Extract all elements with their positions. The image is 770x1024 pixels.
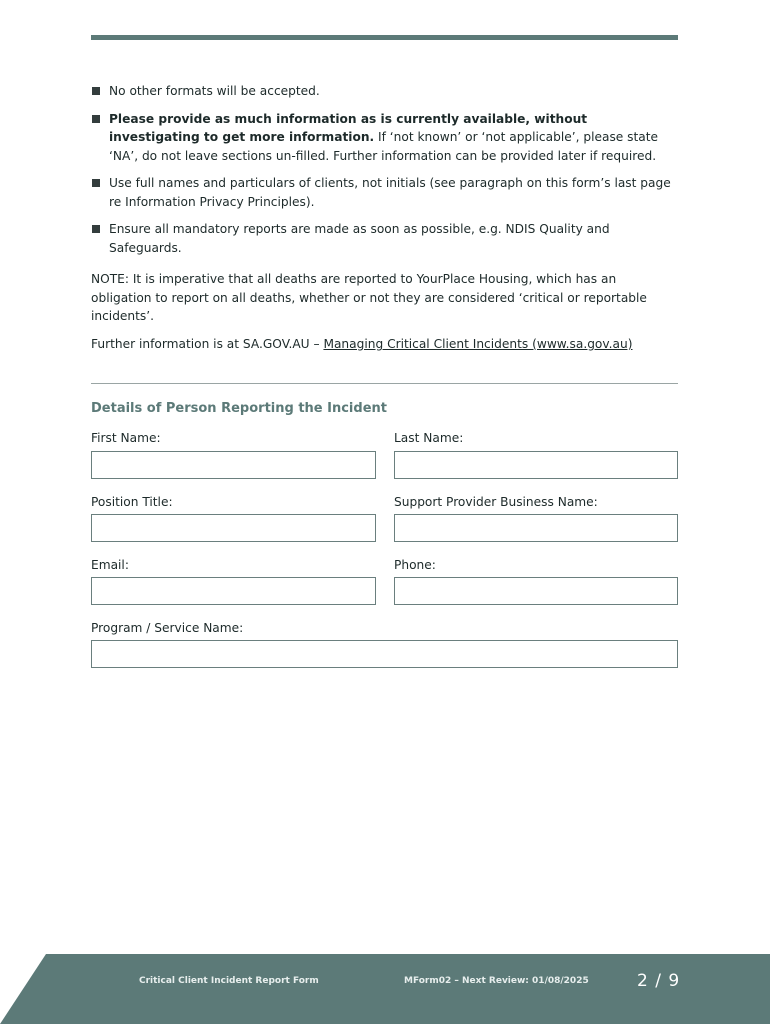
position-title-input[interactable] <box>91 514 376 542</box>
page-number: 2 / 9 <box>637 971 681 991</box>
program-input[interactable] <box>91 640 678 668</box>
support-provider-label: Support Provider Business Name: <box>394 495 598 509</box>
position-title-label: Position Title: <box>91 495 173 509</box>
email-label: Email: <box>91 558 129 572</box>
top-divider <box>91 35 678 40</box>
last-name-label: Last Name: <box>394 431 464 445</box>
footer-form-title: Critical Client Incident Report Form <box>139 976 319 986</box>
bullet-square-icon <box>92 115 100 123</box>
bullet-text: Use full names and particulars of clients, not initials (see paragraph on this form’s last page re Information Privacy Principles). <box>109 176 671 209</box>
bullet-square-icon <box>92 87 100 95</box>
support-provider-input[interactable] <box>394 514 678 542</box>
list-item <box>91 174 681 211</box>
list-item <box>91 82 681 101</box>
bullet-square-icon <box>92 225 100 233</box>
note-paragraph: NOTE: It is imperative that all deaths are reported to YourPlace Housing, which has an obligation to report on all deaths, whether or not they are considered ‘critical or reportable incidents’. <box>91 272 647 323</box>
further-info <box>91 335 691 354</box>
bullet-square-icon <box>92 179 100 187</box>
email-input[interactable] <box>91 577 376 605</box>
list-item <box>91 110 681 166</box>
footer-form-code: MForm02 – Next Review: 01/08/2025 <box>404 976 589 986</box>
first-name-label: First Name: <box>91 431 161 445</box>
last-name-input[interactable] <box>394 451 678 479</box>
section-title: Details of Person Reporting the Incident <box>91 401 387 416</box>
bullet-text: Ensure all mandatory reports are made as soon as possible, e.g. NDIS Quality and Safeguards. <box>109 222 610 255</box>
section-divider <box>91 383 678 384</box>
instruction-list <box>91 82 681 266</box>
list-item <box>91 220 681 257</box>
program-label: Program / Service Name: <box>91 621 244 635</box>
sa-gov-link[interactable]: Managing Critical Client Incidents (www.sa.gov.au) <box>323 337 633 351</box>
page-footer <box>0 954 770 1024</box>
phone-input[interactable] <box>394 577 678 605</box>
bullet-text: If ‘not known’ or ‘not applicable’, please state ‘NA’, do not leave sections un-filled. Further information can be provided later if required. <box>109 130 659 163</box>
phone-label: Phone: <box>394 558 436 572</box>
further-info-prefix: Further information is at SA.GOV.AU – <box>91 337 324 351</box>
first-name-input[interactable] <box>91 451 376 479</box>
yourplace-logo-icon <box>0 954 30 972</box>
bullet-bold-text: Please provide as much information as is currently available, without investigating to get more information. <box>109 111 588 144</box>
bullet-text: No other formats will be accepted. <box>109 84 320 98</box>
